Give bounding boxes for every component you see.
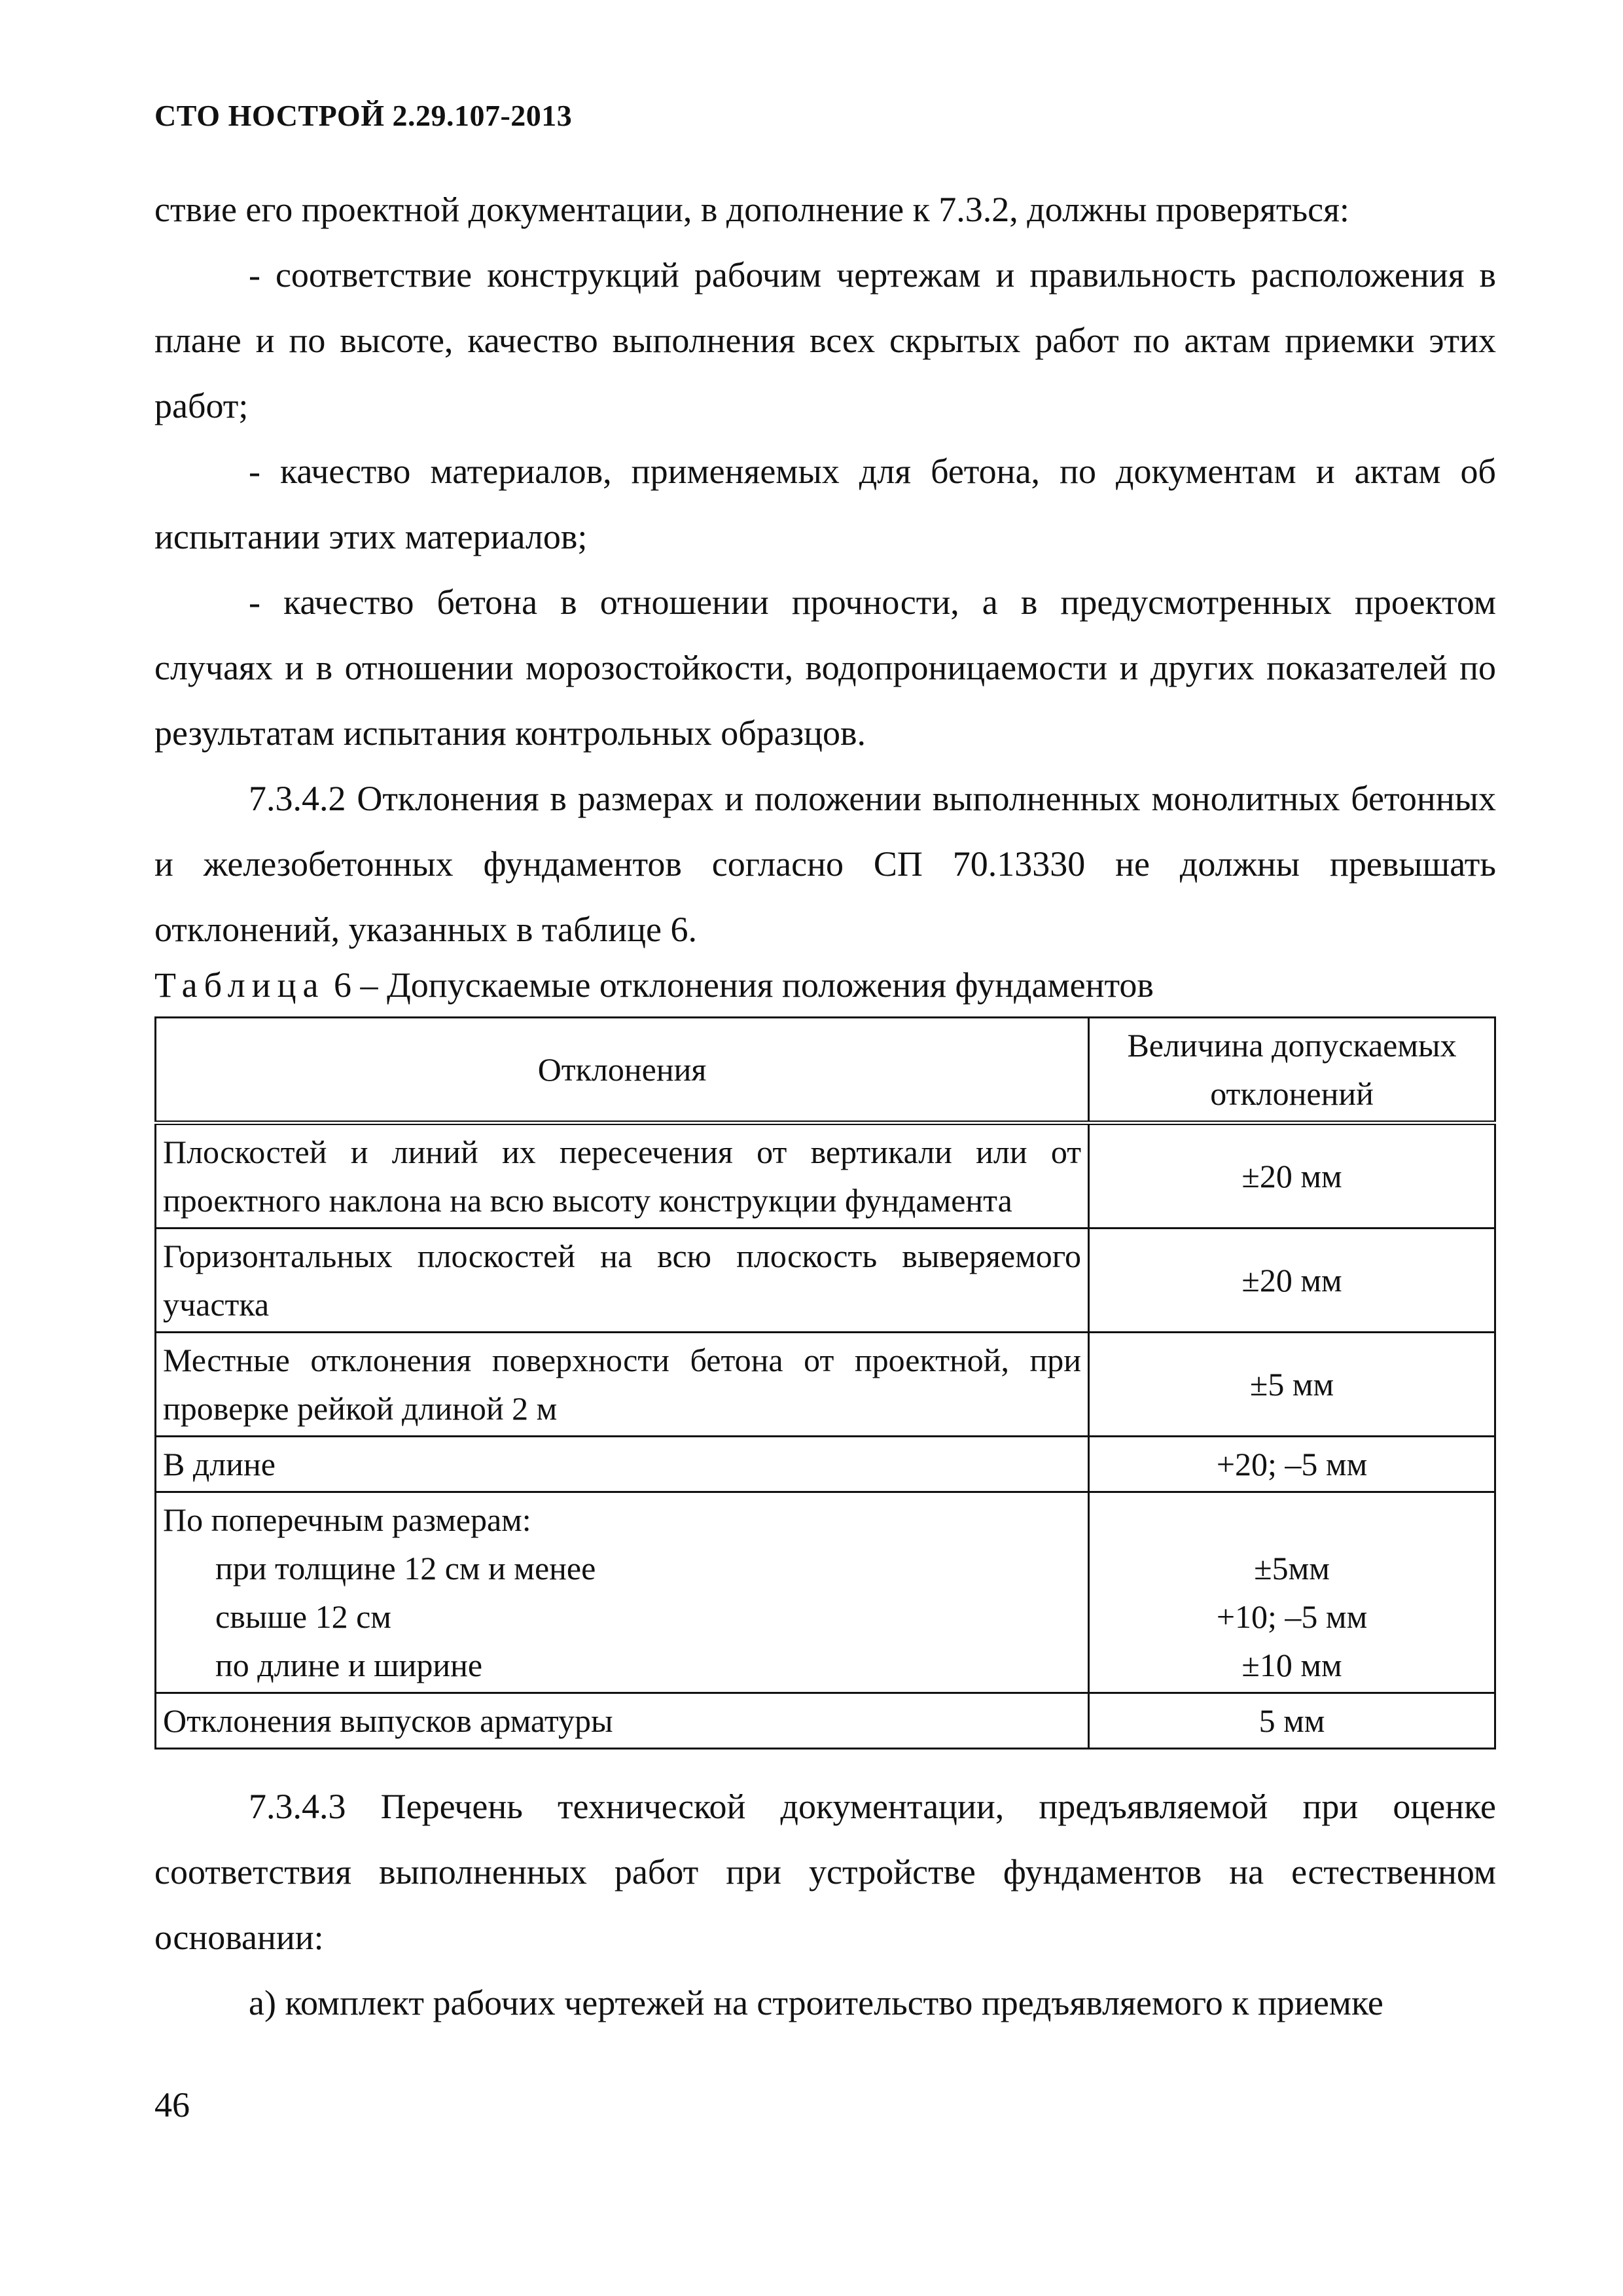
paragraph: 7.3.4.3 Перечень технической документации, предъявляемой при оценке соответствия выполненных работ при устройстве фундаментов на естественном основании: xyxy=(154,1787,1496,1957)
paragraph: 7.3.4.2 Отклонения в размерах и положении выполненных монолитных бетонных и железобетонных фундаментов согласно СП 70.13330 не должны превышать отклонений, указанных в таблице 6. xyxy=(154,779,1496,949)
table-caption xyxy=(154,962,1154,1008)
row-value: 5 мм xyxy=(1089,1693,1495,1749)
sub-item-description: при толщине 12 см и менее xyxy=(215,1550,596,1587)
row-description-group xyxy=(156,1492,1089,1693)
sub-item-value: ±10 мм xyxy=(1241,1647,1342,1683)
table-row xyxy=(156,1229,1495,1333)
paragraph: - соответствие конструкций рабочим чертежам и правильность расположения в плане и по высоте, качество выполнения всех скрытых работ по актам приемки этих работ; xyxy=(154,255,1496,425)
table-row xyxy=(156,1693,1495,1749)
column-header-allowed-values: Величина допускаемых отклонений xyxy=(1089,1018,1495,1123)
group-title: По поперечным размерам: xyxy=(163,1501,531,1538)
paragraph: а) комплект рабочих чертежей на строительство предъявляемого к приемке xyxy=(249,1983,1383,2022)
row-value: +20; –5 мм xyxy=(1089,1437,1495,1492)
row-description: Горизонтальных плоскостей на всю плоскость выверяемого участка xyxy=(156,1229,1089,1333)
row-value-group xyxy=(1089,1492,1495,1693)
body-text xyxy=(154,177,1496,962)
sub-item-description: по длине и ширине xyxy=(215,1647,483,1683)
table-caption-label: Таблица xyxy=(154,965,325,1005)
paragraph: - качество бетона в отношении прочности, а в предусмотренных проектом случаях и в отношении морозостойкости, водопроницаемости и других показателей по результатам испытания контрольных образцов. xyxy=(154,583,1496,753)
row-value: ±20 мм xyxy=(1089,1229,1495,1333)
paragraph: - качество материалов, применяемых для бетона, по документам и актам об испытании этих материалов; xyxy=(154,452,1496,556)
document-header: СТО НОСТРОЙ 2.29.107-2013 xyxy=(154,99,573,132)
row-value: ±20 мм xyxy=(1089,1123,1495,1229)
row-value: ±5 мм xyxy=(1089,1333,1495,1437)
table-caption-text: 6 – Допускаемые отклонения положения фундаментов xyxy=(333,965,1154,1005)
table-row xyxy=(156,1123,1495,1229)
table-header-row xyxy=(156,1018,1495,1123)
paragraph: ствие его проектной документации, в дополнение к 7.3.2, должны проверяться: xyxy=(154,190,1349,229)
sub-item-description: свыше 12 см xyxy=(215,1598,391,1635)
body-text-after-table xyxy=(154,1774,1496,2036)
page-number: 46 xyxy=(154,2085,190,2125)
group-title-value xyxy=(1096,1496,1488,1544)
table-row-group xyxy=(156,1492,1495,1693)
sub-item-value: +10; –5 мм xyxy=(1216,1598,1368,1635)
deviations-table xyxy=(154,1016,1496,1749)
row-description: Отклонения выпусков арматуры xyxy=(156,1693,1089,1749)
column-header-deviations: Отклонения xyxy=(156,1018,1089,1123)
sub-item-value: ±5мм xyxy=(1254,1550,1330,1587)
row-description: В длине xyxy=(156,1437,1089,1492)
table-row xyxy=(156,1437,1495,1492)
row-description: Местные отклонения поверхности бетона от проектной, при проверке рейкой длиной 2 м xyxy=(156,1333,1089,1437)
table-row xyxy=(156,1333,1495,1437)
row-description: Плоскостей и линий их пересечения от вертикали или от проектного наклона на всю высоту конструкции фундамента xyxy=(156,1123,1089,1229)
